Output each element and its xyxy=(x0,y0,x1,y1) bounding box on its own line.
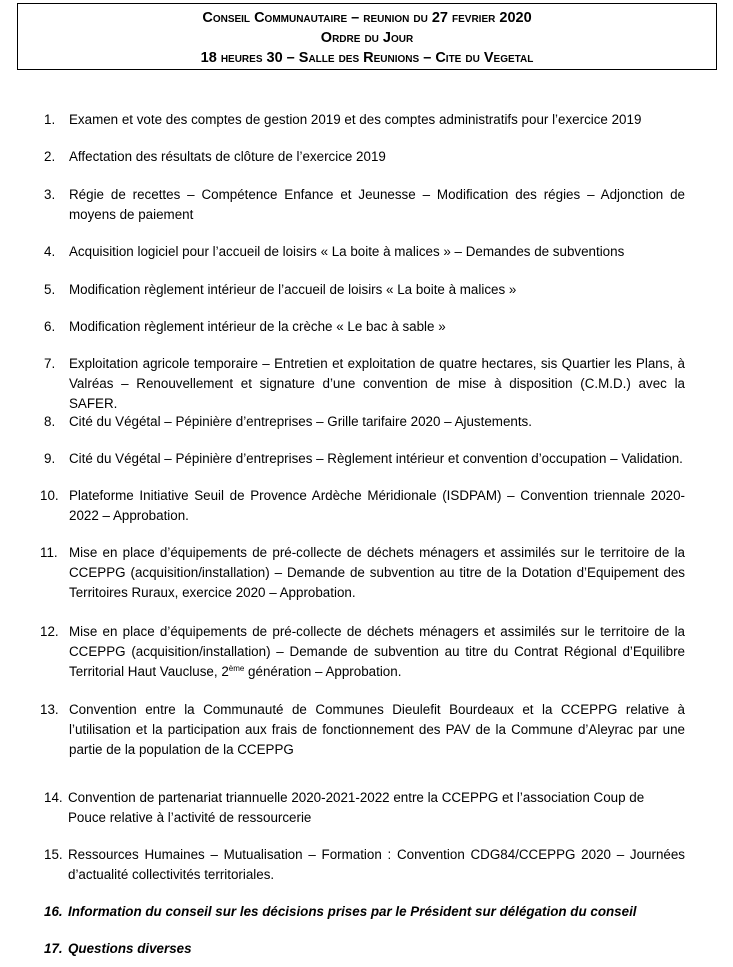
item-number: 12. xyxy=(40,624,59,639)
item-number: 7. xyxy=(44,356,56,371)
agenda-item xyxy=(44,939,689,959)
agenda-item xyxy=(40,110,685,130)
agenda-item xyxy=(44,788,685,828)
item-number: 11. xyxy=(40,545,58,560)
item-text: Cité du Végétal – Pépinière d’entreprises – Règlement intérieur et convention d’occupation – Validation. xyxy=(69,451,683,466)
item-text: Questions diverses xyxy=(68,941,192,956)
agenda-item xyxy=(44,845,685,885)
agenda-item xyxy=(40,280,685,300)
item-text: Régie de recettes – Compétence Enfance et Jeunesse – Modification des régies – Adjonction de moyens de paiement xyxy=(69,187,685,222)
agenda-item xyxy=(40,622,685,682)
agenda-item xyxy=(40,700,685,760)
item-text: Convention entre la Communauté de Communes Dieulefit Bourdeaux et la CCEPPG relative à l’utilisation et la participation aux frais de fonctionnement des PAV de la Commune d’Aleyrac par une partie de la population de la CCEPPG xyxy=(69,702,685,757)
item-number: 4. xyxy=(44,244,56,259)
agenda-item xyxy=(40,543,685,603)
item-number: 10. xyxy=(40,488,59,503)
item-number: 13. xyxy=(40,702,59,717)
item-number: 14. xyxy=(44,790,63,805)
item-text: Information du conseil sur les décisions prises par le Président sur délégation du conseil xyxy=(68,904,637,919)
agenda-item xyxy=(40,354,685,414)
agenda-item xyxy=(40,242,685,262)
item-number: 3. xyxy=(44,187,56,202)
item-number: 1. xyxy=(44,112,56,127)
item-text: Examen et vote des comptes de gestion 2019 et des comptes administratifs pour l’exercice 2019 xyxy=(69,112,642,127)
agenda-item xyxy=(40,486,685,526)
item-text: Plateforme Initiative Seuil de Provence Ardèche Méridionale (ISDPAM) – Convention triennale 2020-2022 – Approbation. xyxy=(69,488,685,523)
agenda-item xyxy=(40,185,685,225)
header-title: Conseil Communautaire – reunion du 27 fevrier 2020 xyxy=(202,10,532,26)
agenda-item xyxy=(40,147,685,167)
item-number: 8. xyxy=(44,414,56,429)
item-text: Exploitation agricole temporaire – Entretien et exploitation de quatre hectares, sis Quartier les Plans, à Valréas – Renouvellement et signature d’une convention de mise à disposition (C.M.D.) avec la SAFER. xyxy=(69,356,685,411)
agenda-header-box xyxy=(17,3,717,70)
agenda-item xyxy=(40,317,685,337)
item-text: Modification règlement intérieur de l’accueil de loisirs « La boite à malices » xyxy=(69,282,517,297)
item-text: Affectation des résultats de clôture de l’exercice 2019 xyxy=(69,149,386,164)
item-number: 5. xyxy=(44,282,56,297)
item-number: 16. xyxy=(44,904,63,919)
item-text: Mise en place d’équipements de pré-collecte de déchets ménagers et assimilés sur le territoire de la CCEPPG (acquisition/installation) – Demande de subvention au titre du Contrat Régional d’Equilibre Territorial Haut Vaucluse, 2ème génération – Approbation. xyxy=(69,624,685,679)
item-number: 9. xyxy=(44,451,56,466)
agenda-item xyxy=(44,902,704,922)
header-time-place: 18 heures 30 – Salle des Reunions – Cite du Vegetal xyxy=(200,50,534,66)
agenda-item xyxy=(40,449,685,469)
item-text: Cité du Végétal – Pépinière d’entreprises – Grille tarifaire 2020 – Ajustements. xyxy=(69,414,532,429)
item-text: Acquisition logiciel pour l’accueil de loisirs « La boite à malices » – Demandes de subventions xyxy=(69,244,625,259)
item-number: 17. xyxy=(44,941,63,956)
agenda-item xyxy=(40,412,685,432)
item-text: Ressources Humaines – Mutualisation – Formation : Convention CDG84/CCEPPG 2020 – Journées d’actualité collectivités territoriales. xyxy=(68,847,685,882)
item-text: Mise en place d’équipements de pré-collecte de déchets ménagers et assimilés sur le territoire de la CCEPPG (acquisition/installation) – Demande de subvention au titre de la Dotation d’Equipement des Territoires Ruraux, exercice 2020 – Approbation. xyxy=(69,545,685,600)
item-text: Convention de partenariat triannuelle 2020-2021-2022 entre la CCEPPG et l’association Coup de Pouce relative à l’activité de ressourcerie xyxy=(68,790,645,825)
item-number: 2. xyxy=(44,149,56,164)
header-subtitle: Ordre du Jour xyxy=(320,30,414,46)
item-text: Modification règlement intérieur de la crèche « Le bac à sable » xyxy=(69,319,446,334)
item-number: 15. xyxy=(44,847,63,862)
item-number: 6. xyxy=(44,319,56,334)
